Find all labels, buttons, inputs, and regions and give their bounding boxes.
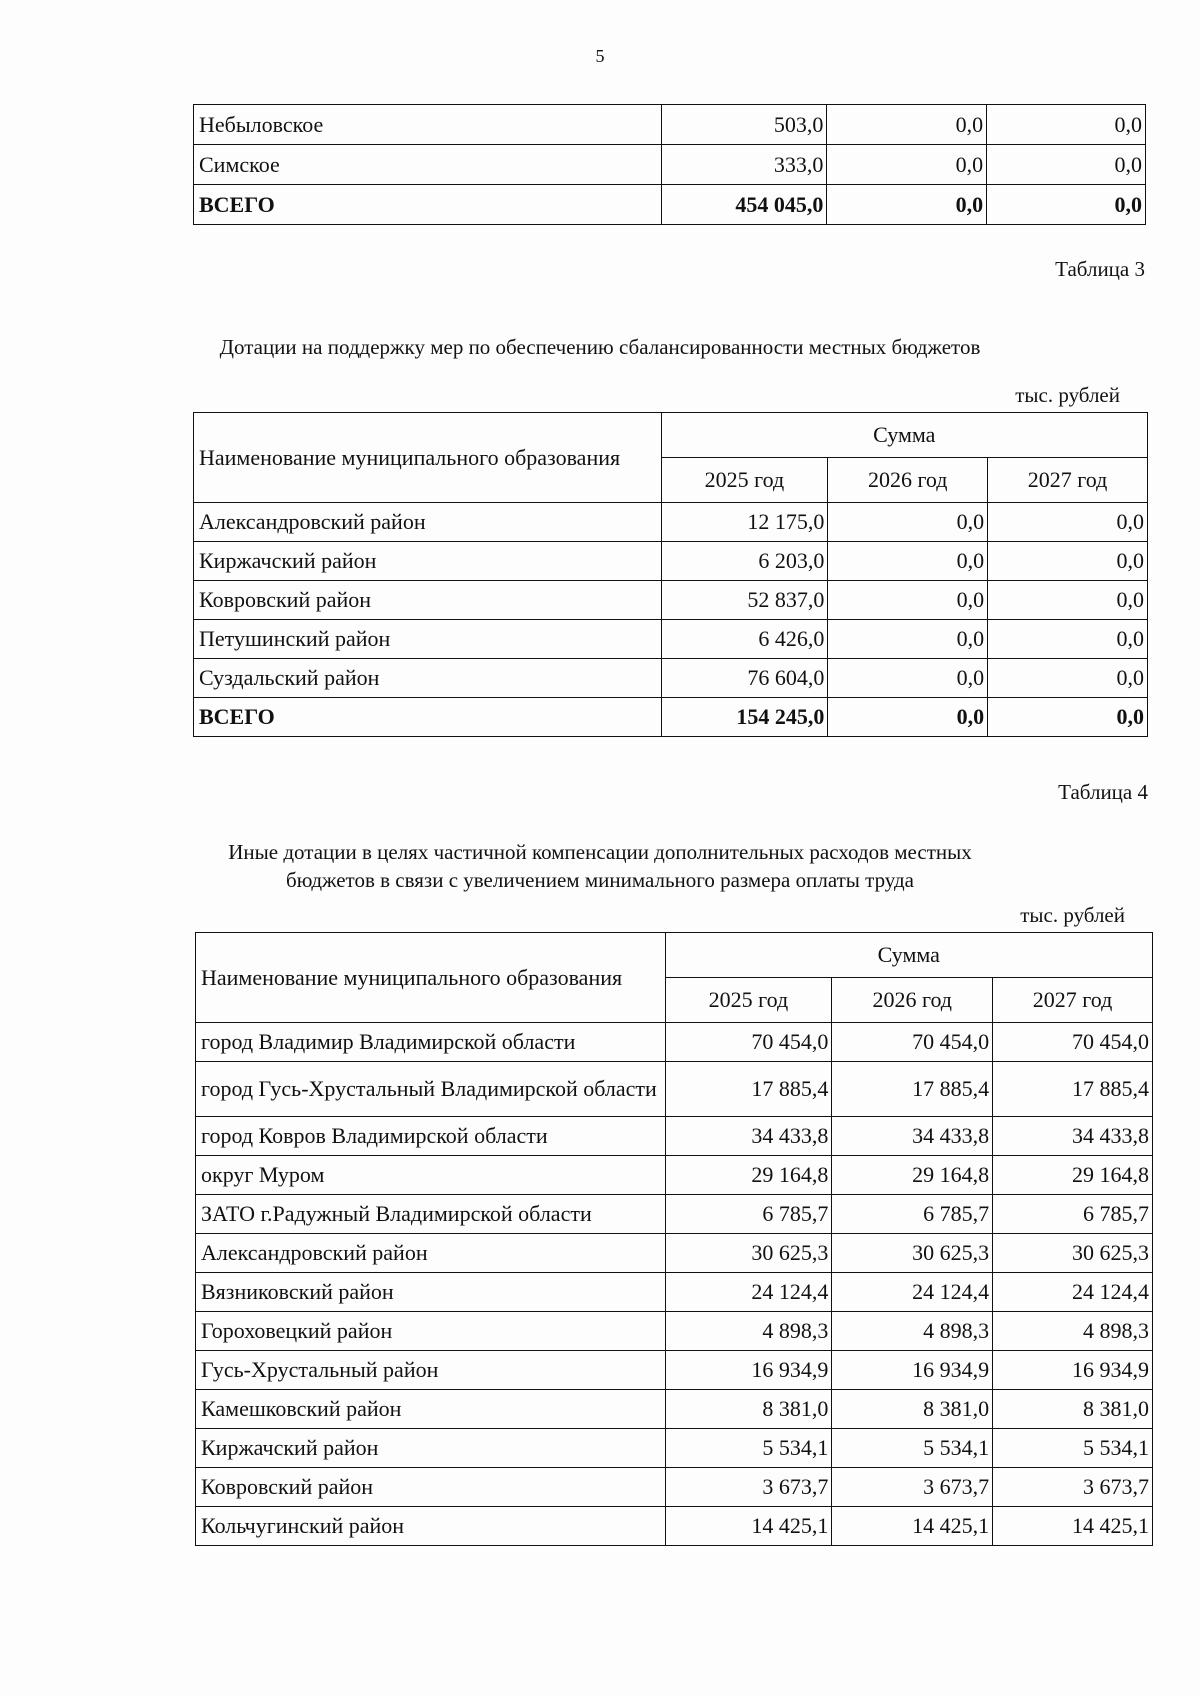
total-row	[194, 698, 1148, 737]
value-2025: 14 425,1	[665, 1507, 832, 1546]
value-2027: 34 433,8	[993, 1117, 1153, 1156]
value-2025: 3 673,7	[665, 1468, 832, 1507]
value-2025: 5 534,1	[665, 1429, 832, 1468]
header-2027: 2027 год	[988, 458, 1148, 503]
value-2026: 24 124,4	[832, 1273, 993, 1312]
header-2026: 2026 год	[832, 978, 993, 1023]
value-2027: 24 124,4	[993, 1273, 1153, 1312]
value-2027: 17 885,4	[993, 1062, 1153, 1117]
value-2027: 0,0	[988, 620, 1148, 659]
table-row	[194, 620, 1148, 659]
value-2026: 14 425,1	[832, 1507, 993, 1546]
row-name: Вязниковский район	[196, 1273, 666, 1312]
value-2027: 0,0	[988, 659, 1148, 698]
header-2027: 2027 год	[993, 978, 1153, 1023]
value-2026: 0,0	[828, 503, 988, 542]
total-2025: 454 045,0	[661, 185, 827, 225]
row-name: Петушинский район	[194, 620, 662, 659]
header-name: Наименование муниципального образования	[196, 933, 666, 1023]
header-name: Наименование муниципального образования	[194, 413, 662, 503]
value-2027: 5 534,1	[993, 1429, 1153, 1468]
row-name: Симское	[194, 145, 662, 185]
table-2-continued	[193, 104, 1146, 225]
total-2027: 0,0	[987, 185, 1146, 225]
value-2025: 24 124,4	[665, 1273, 832, 1312]
value-2025: 6 203,0	[661, 542, 828, 581]
value-2026: 34 433,8	[832, 1117, 993, 1156]
value-2026: 29 164,8	[832, 1156, 993, 1195]
table-row	[196, 1390, 1153, 1429]
value-2027: 30 625,3	[993, 1234, 1153, 1273]
value-2027: 29 164,8	[993, 1156, 1153, 1195]
value-2027: 70 454,0	[993, 1023, 1153, 1062]
row-name: Гусь-Хрустальный район	[196, 1351, 666, 1390]
header-2025: 2025 год	[661, 458, 828, 503]
value-2026: 0,0	[828, 581, 988, 620]
table-4-title-line-2: бюджетов в связи с увеличением минимального размера оплаты труда	[286, 868, 914, 892]
value-2026: 16 934,9	[832, 1351, 993, 1390]
total-2025: 154 245,0	[661, 698, 828, 737]
value-2025: 12 175,0	[661, 503, 828, 542]
table-3	[193, 412, 1148, 737]
value-2026: 8 381,0	[832, 1390, 993, 1429]
value-2027: 16 934,9	[993, 1351, 1153, 1390]
value-2025: 70 454,0	[665, 1023, 832, 1062]
table-row	[196, 1507, 1153, 1546]
value-2027: 0,0	[987, 145, 1146, 185]
value-2025: 6 785,7	[665, 1195, 832, 1234]
table-4-caption: Таблица 4	[1058, 780, 1148, 804]
row-name: Киржачский район	[194, 542, 662, 581]
header-2025: 2025 год	[665, 978, 832, 1023]
value-2026: 17 885,4	[832, 1062, 993, 1117]
row-name: Александровский район	[194, 503, 662, 542]
total-2026: 0,0	[828, 698, 988, 737]
total-row	[194, 185, 1146, 225]
value-2025: 52 837,0	[661, 581, 828, 620]
row-name: Суздальский район	[194, 659, 662, 698]
row-name: Кольчугинский район	[196, 1507, 666, 1546]
table-3-caption: Таблица 3	[1055, 257, 1145, 281]
value-2027: 0,0	[987, 105, 1146, 145]
row-name: город Владимир Владимирской области	[196, 1023, 666, 1062]
row-name: город Гусь-Хрустальный Владимирской области	[196, 1062, 666, 1117]
table-row	[196, 1273, 1153, 1312]
value-2026: 70 454,0	[832, 1023, 993, 1062]
table-4-units: тыс. рублей	[1020, 903, 1125, 927]
value-2027: 3 673,7	[993, 1468, 1153, 1507]
row-name: Камешковский район	[196, 1390, 666, 1429]
total-2026: 0,0	[827, 185, 987, 225]
header-2026: 2026 год	[828, 458, 988, 503]
table-row	[196, 1023, 1153, 1062]
row-name: округ Муром	[196, 1156, 666, 1195]
total-label: ВСЕГО	[194, 698, 662, 737]
value-2025: 503,0	[661, 105, 827, 145]
value-2025: 6 426,0	[661, 620, 828, 659]
value-2027: 8 381,0	[993, 1390, 1153, 1429]
table-3-title: Дотации на поддержку мер по обеспечению сбалансированности местных бюджетов	[219, 335, 981, 359]
value-2026: 3 673,7	[832, 1468, 993, 1507]
row-name: Небыловское	[194, 105, 662, 145]
row-name: Киржачский район	[196, 1429, 666, 1468]
table-4-title-line-1: Иные дотации в целях частичной компенсации дополнительных расходов местных	[228, 840, 972, 864]
value-2027: 4 898,3	[993, 1312, 1153, 1351]
table-row	[194, 503, 1148, 542]
header-sum: Сумма	[665, 933, 1152, 978]
value-2026: 6 785,7	[832, 1195, 993, 1234]
header-row	[196, 933, 1153, 978]
table-row	[194, 105, 1146, 145]
row-name: город Ковров Владимирской области	[196, 1117, 666, 1156]
value-2025: 29 164,8	[665, 1156, 832, 1195]
table-row	[196, 1312, 1153, 1351]
table-row	[196, 1234, 1153, 1273]
value-2025: 76 604,0	[661, 659, 828, 698]
value-2026: 4 898,3	[832, 1312, 993, 1351]
value-2025: 34 433,8	[665, 1117, 832, 1156]
table-row	[194, 659, 1148, 698]
value-2025: 333,0	[661, 145, 827, 185]
table-row	[194, 542, 1148, 581]
header-sum: Сумма	[661, 413, 1147, 458]
value-2025: 17 885,4	[665, 1062, 832, 1117]
value-2027: 0,0	[988, 503, 1148, 542]
value-2025: 16 934,9	[665, 1351, 832, 1390]
table-4	[195, 932, 1153, 1546]
header-row	[194, 413, 1148, 458]
table-3-units: тыс. рублей	[1015, 383, 1120, 407]
table-row	[196, 1429, 1153, 1468]
row-name: ЗАТО г.Радужный Владимирской области	[196, 1195, 666, 1234]
value-2025: 30 625,3	[665, 1234, 832, 1273]
row-name: Гороховецкий район	[196, 1312, 666, 1351]
row-name: Александровский район	[196, 1234, 666, 1273]
value-2026: 0,0	[827, 145, 987, 185]
table-row	[196, 1062, 1153, 1117]
total-2027: 0,0	[988, 698, 1148, 737]
page-number: 5	[595, 46, 605, 66]
table-row	[196, 1195, 1153, 1234]
value-2027: 0,0	[988, 581, 1148, 620]
value-2025: 4 898,3	[665, 1312, 832, 1351]
row-name: Ковровский район	[196, 1468, 666, 1507]
table-row	[196, 1156, 1153, 1195]
table-row	[196, 1351, 1153, 1390]
row-name: Ковровский район	[194, 581, 662, 620]
table-row	[194, 581, 1148, 620]
table-row	[194, 145, 1146, 185]
table-row	[196, 1117, 1153, 1156]
value-2027: 6 785,7	[993, 1195, 1153, 1234]
value-2026: 0,0	[828, 620, 988, 659]
total-label: ВСЕГО	[194, 185, 662, 225]
value-2025: 8 381,0	[665, 1390, 832, 1429]
value-2026: 0,0	[828, 659, 988, 698]
table-row	[196, 1468, 1153, 1507]
value-2026: 5 534,1	[832, 1429, 993, 1468]
value-2027: 14 425,1	[993, 1507, 1153, 1546]
value-2026: 30 625,3	[832, 1234, 993, 1273]
value-2027: 0,0	[988, 542, 1148, 581]
table-4-title	[0, 838, 1200, 894]
value-2026: 0,0	[828, 542, 988, 581]
value-2026: 0,0	[827, 105, 987, 145]
